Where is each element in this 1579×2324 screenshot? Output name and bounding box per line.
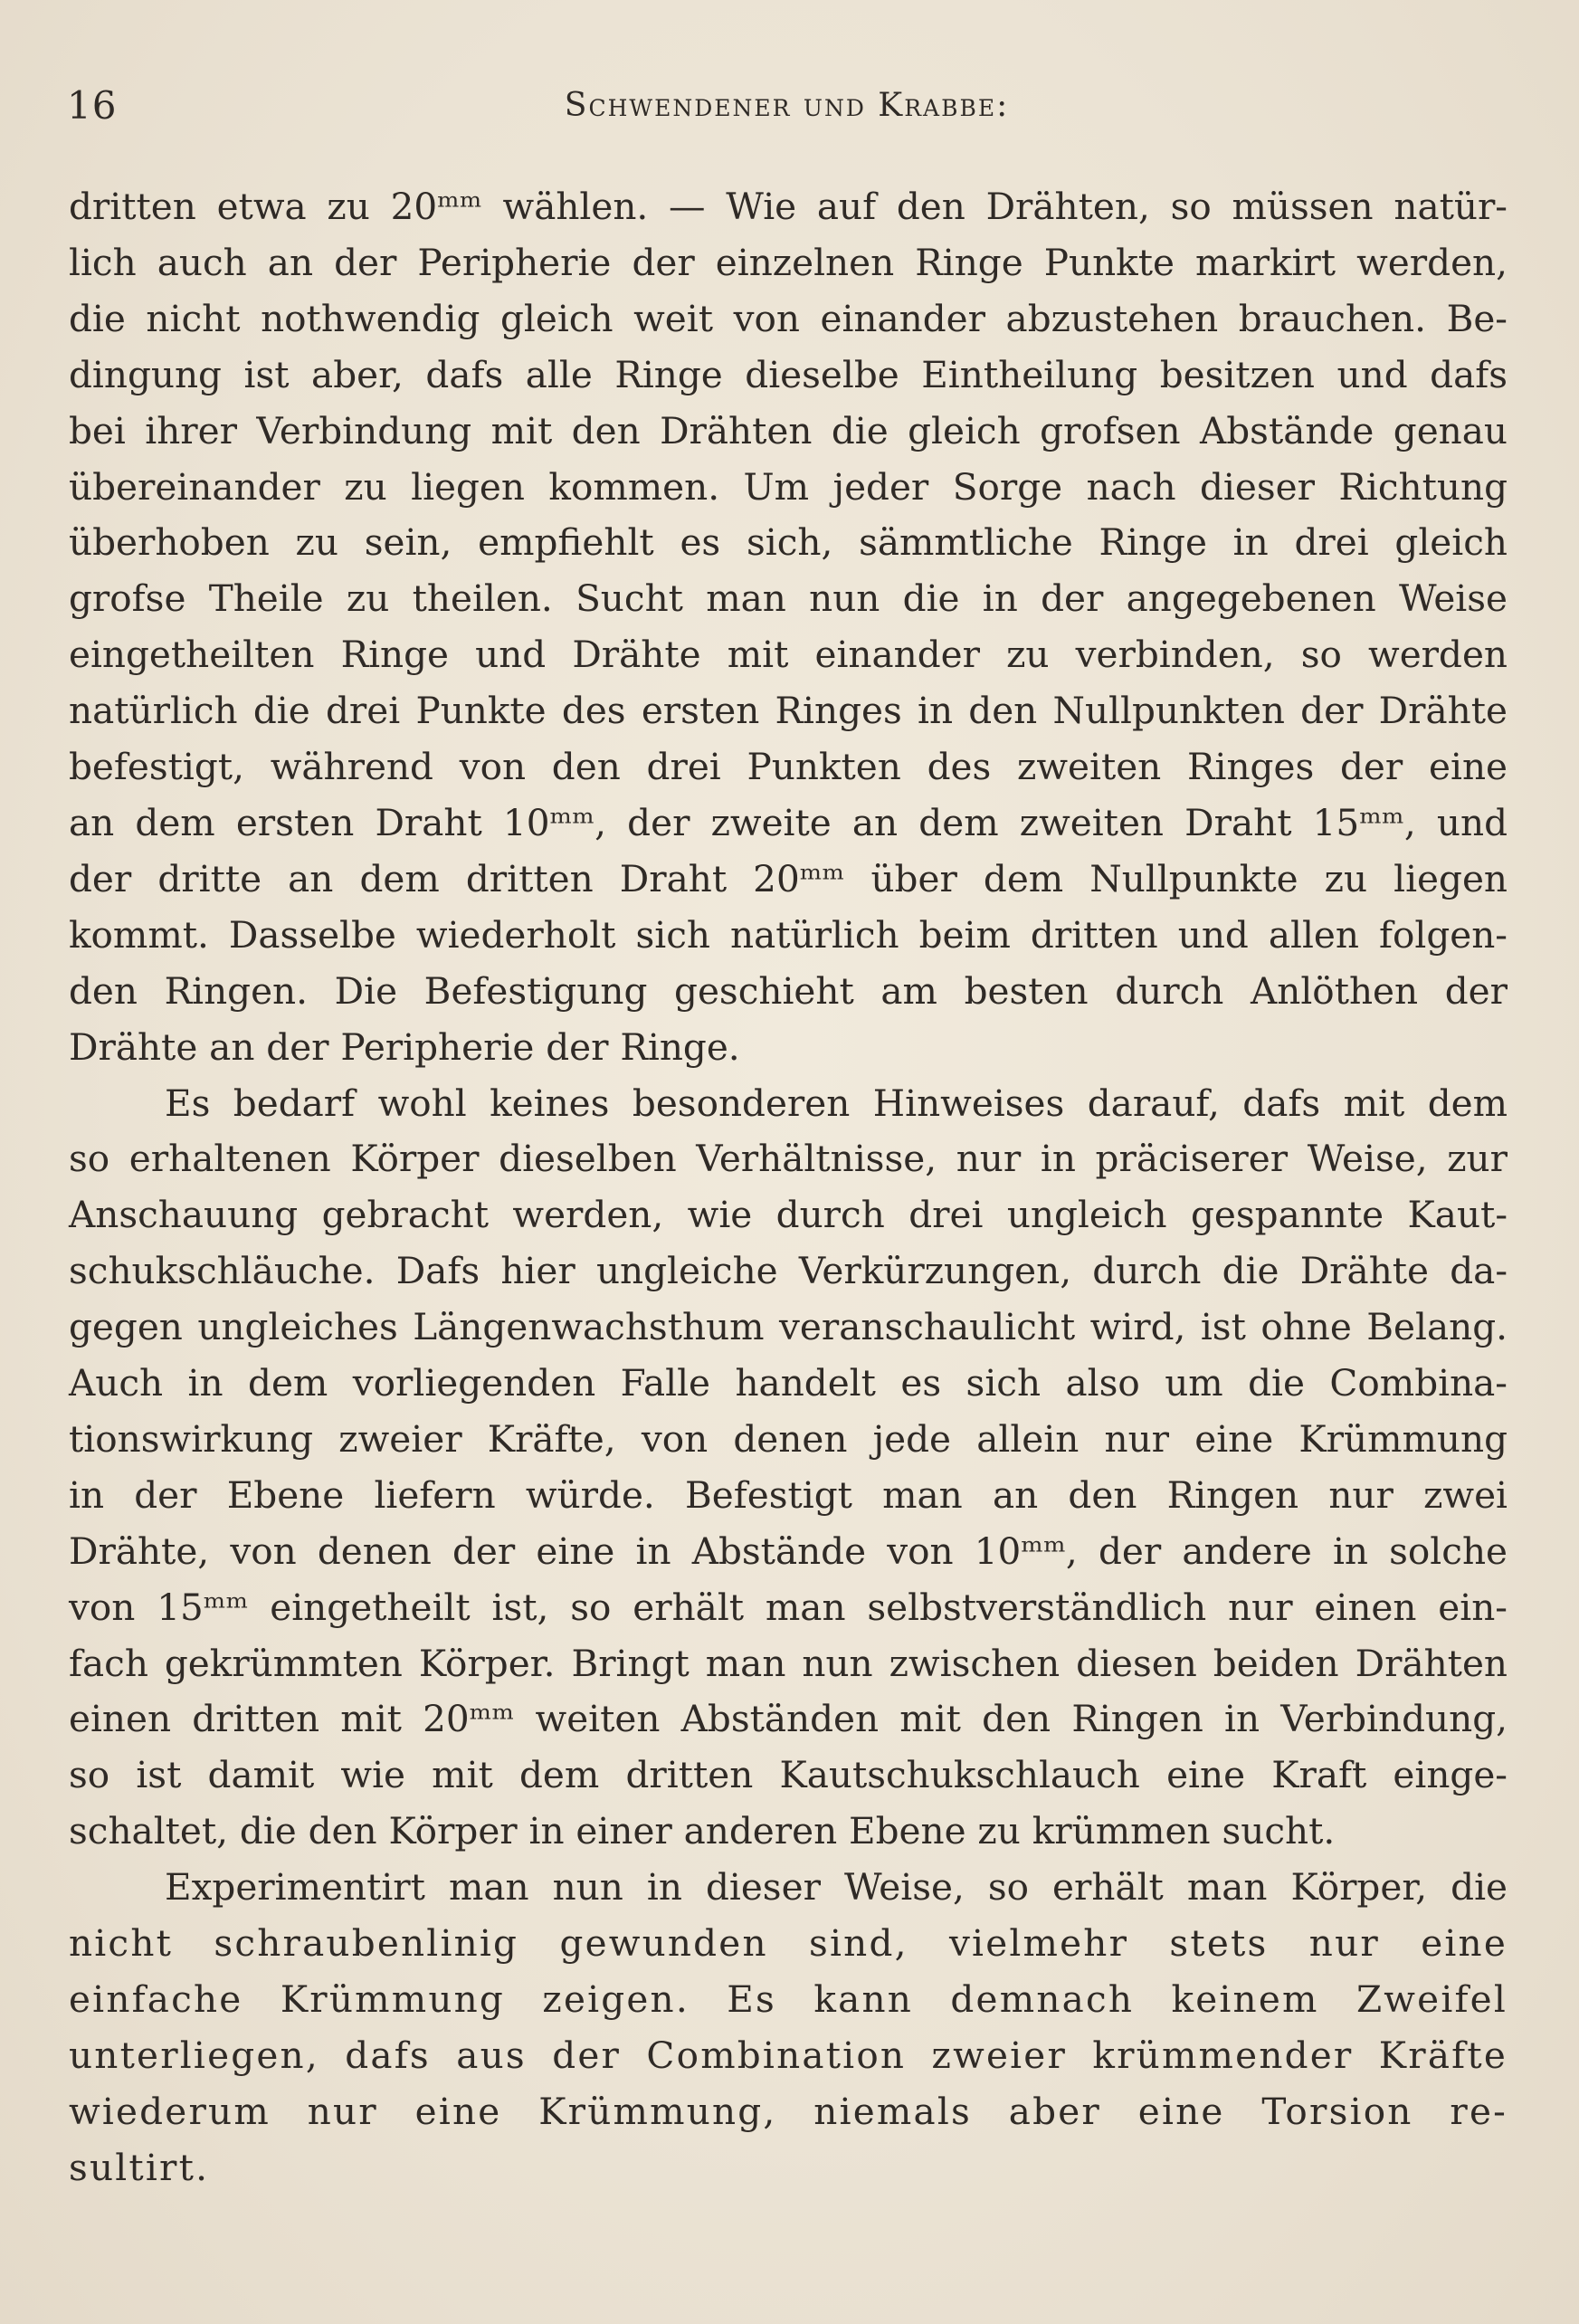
- paragraph-2: [69, 1076, 1508, 1861]
- text-line: lich auch an der Peripherie der einzelnen Ringe Punkte markirt werden,: [69, 240, 1508, 284]
- text-line: dritten etwa zu 20ᵐᵐ wählen. — Wie auf den Drähten, so müssen natür-: [69, 185, 1508, 228]
- text-line: von 15ᵐᵐ eingetheilt ist, so erhält man selbstverständlich nur einen ein-: [69, 1585, 1508, 1629]
- text-line: eingetheilten Ringe und Drähte mit einander zu verbinden, so werden: [69, 633, 1508, 677]
- text-line: bei ihrer Verbindung mit den Drähten die gleich grofsen Abstände genau: [69, 408, 1508, 452]
- text-line: so erhaltenen Körper dieselben Verhältnisse, nur in präciserer Weise, zur: [69, 1137, 1508, 1181]
- text-line: übereinander zu liegen kommen. Um jeder Sorge nach dieser Richtung: [69, 464, 1508, 509]
- text-line: Experimentirt man nun in dieser Weise, so erhält man Körper, die: [165, 1865, 1508, 1910]
- page-header: [67, 83, 1507, 138]
- text-line: einen dritten mit 20ᵐᵐ weiten Abständen mit den Ringen in Verbindung,: [69, 1697, 1508, 1741]
- text-line: einfache Krümmung zeigen. Es kann demnach keinem Zweifel: [69, 1977, 1508, 2021]
- text-line: so ist damit wie mit dem dritten Kautschukschlauch eine Kraft einge-: [69, 1753, 1508, 1797]
- text-line: gegen ungleiches Längenwachsthum veranschaulicht wird, ist ohne Belang.: [69, 1305, 1508, 1349]
- running-head: Schwendener und Krabbe:: [564, 87, 1010, 124]
- text-line: der dritte an dem dritten Draht 20ᵐᵐ über dem Nullpunkte zu liegen: [69, 856, 1508, 900]
- text-line: schaltet, die den Körper in einer anderen Ebene zu krümmen sucht.: [69, 1809, 1336, 1853]
- text-line: überhoben zu sein, empfiehlt es sich, sämmtliche Ringe in drei gleich: [69, 520, 1508, 565]
- text-line: wiederum nur eine Krümmung, niemals aber eine Torsion re-: [69, 2089, 1508, 2133]
- text-line: grofse Theile zu theilen. Sucht man nun die in der angegebenen Weise: [69, 576, 1508, 621]
- text-line: schukschläuche. Dafs hier ungleiche Verkürzungen, durch die Drähte da-: [69, 1249, 1508, 1293]
- text-line: tionswirkung zweier Kräfte, von denen jede allein nur eine Krümmung: [69, 1416, 1508, 1461]
- text-line: natürlich die drei Punkte des ersten Ringes in den Nullpunkten der Drähte: [69, 689, 1508, 733]
- text-line: in der Ebene liefern würde. Befestigt man an den Ringen nur zwei: [69, 1472, 1508, 1517]
- text-line: die nicht nothwendig gleich weit von einander abzustehen brauchen. Be-: [69, 296, 1508, 340]
- text-line: sultirt.: [69, 2145, 210, 2189]
- text-line: fach gekrümmten Körper. Bringt man nun zwischen diesen beiden Drähten: [69, 1641, 1508, 1685]
- page-number: 16: [67, 83, 118, 128]
- paragraph-1: [69, 179, 1508, 1076]
- text-line: Drähte, von denen der eine in Abstände von 10ᵐᵐ, der andere in solche: [69, 1529, 1508, 1573]
- text-line: an dem ersten Draht 10ᵐᵐ, der zweite an dem zweiten Draht 15ᵐᵐ, und: [69, 800, 1508, 844]
- text-line: nicht schraubenlinig gewunden sind, vielmehr stets nur eine: [69, 1921, 1508, 1966]
- text-line: dingung ist aber, dafs alle Ringe dieselbe Eintheilung besitzen und dafs: [69, 352, 1508, 396]
- text-line: Es bedarf wohl keines besonderen Hinweises darauf, dafs mit dem: [165, 1081, 1508, 1125]
- text-line: den Ringen. Die Befestigung geschieht am besten durch Anlöthen der: [69, 968, 1508, 1013]
- text-line: Drähte an der Peripherie der Ringe.: [69, 1024, 740, 1069]
- text-line: unterliegen, dafs aus der Combination zweier krümmender Kräfte: [69, 2033, 1508, 2077]
- text-line: kommt. Dasselbe wiederholt sich natürlich beim dritten und allen folgen-: [69, 912, 1508, 957]
- text-line: Anschauung gebracht werden, wie durch drei ungleich gespannte Kaut-: [69, 1193, 1508, 1237]
- text-line: befestigt, während von den drei Punkten des zweiten Ringes der eine: [69, 745, 1508, 789]
- paragraph-3: [69, 1860, 1508, 2195]
- text-line: Auch in dem vorliegenden Falle handelt es sich also um die Combina-: [69, 1361, 1508, 1405]
- body-text: [69, 179, 1508, 2196]
